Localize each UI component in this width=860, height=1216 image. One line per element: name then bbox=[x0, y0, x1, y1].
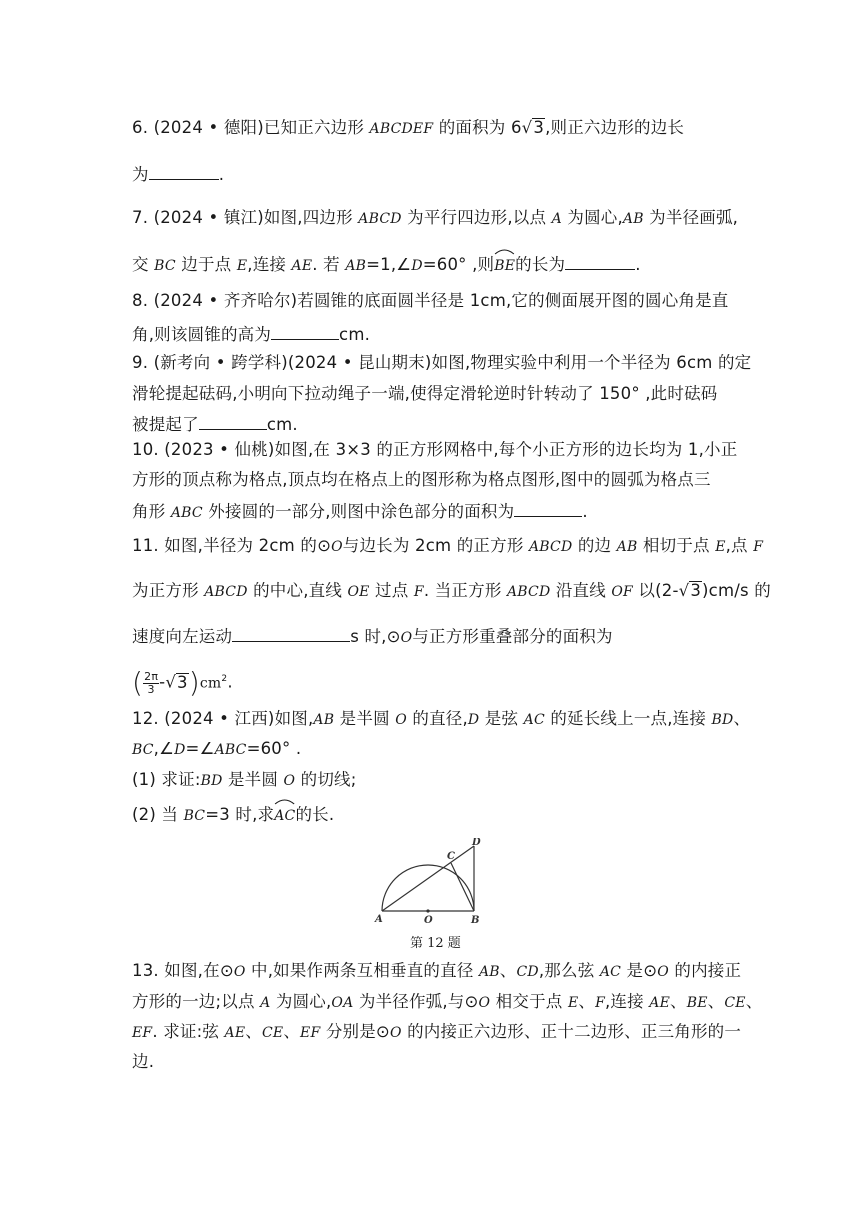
q7-line2 bbox=[132, 252, 641, 277]
q13-text: 、 bbox=[707, 992, 725, 1011]
q7-var: ABCD bbox=[358, 211, 402, 227]
q11-text: 为正方形 bbox=[132, 581, 205, 600]
q12-var: BC bbox=[132, 742, 154, 758]
q7-text: =1,∠ bbox=[366, 255, 412, 274]
q11-var: OE bbox=[347, 584, 370, 600]
q7-arc-be bbox=[494, 254, 515, 277]
q11-sqrt: 3 bbox=[177, 672, 188, 692]
label-o: O bbox=[424, 915, 433, 924]
q11-text: . bbox=[227, 672, 233, 692]
q6-answer-blank[interactable] bbox=[149, 162, 219, 180]
q12-figure bbox=[370, 838, 490, 924]
q12-text: (1) 求证: bbox=[132, 770, 201, 789]
q13-text: 的内接正 bbox=[668, 961, 742, 980]
q13-var: CD bbox=[516, 964, 539, 980]
center-dot bbox=[426, 909, 429, 912]
q10-text: 10. (2023 • 仙桃)如图,在 3×3 的正方形网格中,每个小正方形的边长均为 1,小正 bbox=[132, 440, 738, 459]
q12-var: D bbox=[174, 742, 186, 758]
q10-answer-blank[interactable] bbox=[514, 499, 582, 517]
q10-line2 bbox=[132, 469, 711, 491]
q13-text: 为半径作弧,与⊙ bbox=[353, 992, 479, 1011]
label-c: C bbox=[447, 851, 455, 862]
q11-fraction-den: 3 bbox=[147, 682, 155, 696]
q6-line1: 6. (2024 • 德阳)已知正六边形 ABCDEF 的面积为 6√3,则正六边形的边长 bbox=[132, 118, 685, 137]
q7-text: 7. (2024 • 镇江)如图,四边形 bbox=[132, 208, 359, 227]
q9-text: 被提起了 bbox=[132, 415, 199, 434]
q11-text: 沿直线 bbox=[550, 581, 612, 600]
q7-var: A bbox=[551, 211, 562, 227]
q6-text: . bbox=[218, 165, 225, 184]
q11-text: 与正方形重叠部分的面积为 bbox=[412, 627, 613, 646]
q13-var: O bbox=[389, 1025, 402, 1041]
q13-var: F bbox=[595, 995, 605, 1011]
q12-var: BC bbox=[183, 808, 206, 824]
q8-line1 bbox=[132, 290, 729, 312]
label-a: A bbox=[375, 914, 383, 924]
q13-var: AC bbox=[599, 964, 622, 980]
q13-text: 13. 如图,在⊙ bbox=[132, 961, 234, 980]
q13-text: 、 bbox=[670, 992, 687, 1011]
q13-text: 方形的一边;以点 bbox=[132, 992, 261, 1011]
q13-text: 为圆心, bbox=[270, 992, 332, 1011]
q12-var: BD bbox=[711, 712, 734, 728]
q11-paren: ( bbox=[132, 666, 144, 699]
q11-var: O bbox=[331, 539, 343, 555]
q13-line3 bbox=[132, 1021, 741, 1044]
q12-text: ,∠ bbox=[153, 739, 175, 758]
q7-text: . 若 bbox=[312, 255, 346, 274]
q11-var: ABCD bbox=[204, 584, 248, 600]
q12-line1 bbox=[132, 708, 750, 731]
q11-text: 的边 bbox=[572, 536, 617, 555]
q11-var: ABCD bbox=[528, 539, 573, 555]
q7-var: AB bbox=[622, 211, 644, 227]
q11-text: ,点 bbox=[725, 536, 754, 555]
q7-line1 bbox=[132, 207, 738, 230]
q10-var: ABC bbox=[170, 505, 203, 521]
q11-var: E bbox=[715, 539, 726, 555]
q12-text: 是半圆 bbox=[334, 709, 396, 728]
q8-text: 角,则该圆锥的高为 bbox=[132, 325, 272, 344]
q12-text: (2) 当 bbox=[132, 805, 184, 824]
q11-text: - bbox=[159, 672, 166, 692]
q11-text: )cm/s 的 bbox=[702, 581, 771, 600]
q8-text: 8. (2024 • 齐齐哈尔)若圆锥的底面圆半径是 1cm,它的侧面展开图的圆心角是直 bbox=[132, 291, 729, 310]
q6-line2 bbox=[132, 162, 224, 186]
q11-fraction-num: 2π bbox=[144, 669, 159, 683]
q10-text: 外接圆的一部分,则图中涂色部分的面积为 bbox=[202, 502, 515, 521]
q10-text: . bbox=[582, 502, 588, 521]
q12-var: ABC bbox=[214, 742, 247, 758]
q12-var: AC bbox=[523, 712, 545, 728]
q11-text: s 时,⊙ bbox=[350, 627, 401, 646]
q11-var: F bbox=[753, 539, 764, 555]
q7-text: 为半径画弧, bbox=[643, 208, 739, 227]
q7-text: 边于点 bbox=[175, 255, 237, 274]
q12-figure-caption: 第 12 题 bbox=[410, 936, 461, 951]
q12-var: O bbox=[395, 712, 407, 728]
q7-text: 为平行四边形,以点 bbox=[401, 208, 552, 227]
q9-text: cm. bbox=[266, 415, 298, 434]
q10-line1 bbox=[132, 439, 737, 461]
q7-text: 的长为 bbox=[515, 255, 566, 274]
q13-text: 、 bbox=[283, 1022, 301, 1041]
q13-text: 相交于点 bbox=[490, 992, 568, 1011]
q13-var: E bbox=[567, 995, 579, 1011]
q13-line2 bbox=[132, 991, 762, 1014]
q12-text: 12. (2024 • 江西)如图, bbox=[132, 709, 314, 728]
label-d: D bbox=[472, 838, 481, 848]
q12-text: =60° . bbox=[246, 739, 302, 758]
q13-text: 、 bbox=[499, 961, 517, 980]
q12-text: =3 时,求 bbox=[205, 805, 275, 824]
q6-text: ,则正六边形的边长 bbox=[545, 118, 685, 137]
q13-text: 中,如果作两条互相垂直的直径 bbox=[245, 961, 479, 980]
q7-arc-label: BE bbox=[494, 258, 516, 274]
q12-arc-ac bbox=[274, 804, 295, 827]
q13-var: O bbox=[233, 964, 246, 980]
q7-text: 交 bbox=[132, 255, 155, 274]
q12-text: 的长. bbox=[295, 805, 335, 824]
q12-text: 的延长线上一点,连接 bbox=[544, 709, 712, 728]
q11-text: . 当正方形 bbox=[423, 581, 507, 600]
q13-line4 bbox=[132, 1051, 154, 1073]
q6-var: ABCDEF bbox=[369, 121, 434, 137]
q11-var: ABCD bbox=[506, 584, 551, 600]
q13-var: OA bbox=[331, 995, 354, 1011]
q12-text: 是弦 bbox=[479, 709, 524, 728]
q6-text: 的面积为 6 bbox=[433, 118, 522, 137]
q13-text: 分别是⊙ bbox=[320, 1022, 390, 1041]
label-b: B bbox=[471, 915, 480, 924]
q13-text: 是⊙ bbox=[621, 961, 658, 980]
q7-var: D bbox=[411, 258, 423, 274]
q11-text: 相切于点 bbox=[637, 536, 716, 555]
q7-var: BC bbox=[154, 258, 176, 274]
q13-var: AB bbox=[478, 964, 500, 980]
q12-text: 、 bbox=[733, 709, 751, 728]
q13-var: AE bbox=[649, 995, 671, 1011]
q9-line2 bbox=[132, 383, 717, 405]
q11-text: 过点 bbox=[369, 581, 414, 600]
chord-bc bbox=[451, 863, 474, 911]
arc-mark-icon bbox=[274, 797, 295, 805]
q7-answer-blank[interactable] bbox=[565, 252, 635, 270]
q13-text: ,那么弦 bbox=[538, 961, 600, 980]
q11-line4: ( $\frac{2\pi}{3}$ $-√3)cm^2$. bbox=[132, 666, 233, 699]
q12-var: O bbox=[283, 773, 296, 789]
q13-text: 、 bbox=[578, 992, 596, 1011]
q7-var: E bbox=[236, 258, 248, 274]
q8-answer-blank[interactable] bbox=[271, 322, 339, 340]
q10-text: 方形的顶点称为格点,顶点均在格点上的图形称为格点图形,图中的圆弧为格点三 bbox=[132, 470, 711, 489]
q12-text: 的切线; bbox=[295, 770, 357, 789]
q12-text: 是半圆 bbox=[222, 770, 284, 789]
q12-text: 的直径, bbox=[406, 709, 468, 728]
q11-line1 bbox=[132, 535, 763, 558]
q13-var: CE bbox=[261, 1025, 284, 1041]
q13-text: . 求证:弦 bbox=[152, 1022, 225, 1041]
q9-line3 bbox=[132, 412, 298, 436]
q6-text: 6. (2024 • 德阳)已知正六边形 bbox=[132, 118, 370, 137]
q11-var: AB bbox=[616, 539, 638, 555]
q10-text: 角形 bbox=[132, 502, 171, 521]
q7-var: AE bbox=[291, 258, 313, 274]
q6-text: 为 bbox=[132, 165, 149, 184]
q11-text: 速度向左运动 bbox=[132, 627, 233, 646]
q11-fraction bbox=[143, 671, 159, 696]
q13-text: 、 bbox=[745, 992, 763, 1011]
q11-answer-blank[interactable] bbox=[232, 624, 350, 642]
q11-unit-exp: 2 bbox=[221, 674, 228, 684]
q11-line2: 为正方形 ABCD 的中心,直线 OE 过点 F. 当正方形 ABCD 沿直线 OF 以(2-√3)cm/s 的 bbox=[132, 581, 771, 600]
arc-mark-icon bbox=[494, 247, 515, 255]
q13-line1 bbox=[132, 960, 741, 983]
q9-text: 滑轮提起砝码,小明向下拉动绳子一端,使得定滑轮逆时针转动了 150° ,此时砝码 bbox=[132, 384, 718, 403]
q7-text: . bbox=[635, 255, 641, 274]
q13-text: 、 bbox=[245, 1022, 262, 1041]
q13-var: CE bbox=[724, 995, 746, 1011]
q11-text: 11. 如图,半径为 2cm 的⊙ bbox=[132, 536, 332, 555]
q11-text: 与边长为 2cm 的正方形 bbox=[342, 536, 529, 555]
q13-var: EF bbox=[300, 1025, 321, 1041]
q11-unit: cm bbox=[199, 675, 222, 692]
q12-var: BD bbox=[200, 773, 223, 789]
q12-arc-label: AC bbox=[274, 808, 296, 824]
q7-text: ,连接 bbox=[247, 255, 292, 274]
q9-answer-blank[interactable] bbox=[199, 412, 267, 430]
q13-text: 边. bbox=[132, 1052, 155, 1071]
q8-text: cm. bbox=[339, 325, 371, 344]
q10-line3 bbox=[132, 499, 588, 524]
q9-line1 bbox=[132, 352, 751, 374]
q13-var: A bbox=[260, 995, 271, 1011]
q11-var: OF bbox=[611, 584, 633, 600]
q13-var: O bbox=[478, 995, 491, 1011]
q12-var: AB bbox=[313, 712, 335, 728]
q11-paren: ) bbox=[188, 666, 200, 699]
q7-text: =60° ,则 bbox=[422, 255, 495, 274]
q11-var: F bbox=[413, 584, 424, 600]
q13-var: AE bbox=[224, 1025, 246, 1041]
q11-sqrt: 3 bbox=[690, 581, 702, 600]
q13-text: 的内接正六边形、正十二边形、正三角形的一 bbox=[401, 1022, 742, 1041]
q12-part2 bbox=[132, 804, 334, 827]
q9-text: 9. (新考向 • 跨学科)(2024 • 昆山期末)如图,物理实验中利用一个半径为 6cm 的定 bbox=[132, 353, 752, 372]
q8-line2 bbox=[132, 322, 370, 346]
q11-line3 bbox=[132, 624, 613, 649]
q11-var: O bbox=[400, 630, 413, 646]
q13-var: BE bbox=[686, 995, 708, 1011]
q13-text: ,连接 bbox=[604, 992, 650, 1011]
q6-sqrt: 3 bbox=[533, 118, 545, 137]
semicircle-arc bbox=[382, 865, 474, 911]
q13-var: EF bbox=[132, 1025, 153, 1041]
q11-text: 的中心,直线 bbox=[247, 581, 348, 600]
q7-var: AB bbox=[345, 258, 367, 274]
q12-text: =∠ bbox=[185, 739, 215, 758]
q12-var: D bbox=[467, 712, 480, 728]
q11-text: 以(2- bbox=[632, 581, 679, 600]
q12-part1 bbox=[132, 769, 357, 792]
q7-text: 为圆心, bbox=[561, 208, 623, 227]
q12-line2 bbox=[132, 738, 301, 761]
q13-var: O bbox=[657, 964, 669, 980]
